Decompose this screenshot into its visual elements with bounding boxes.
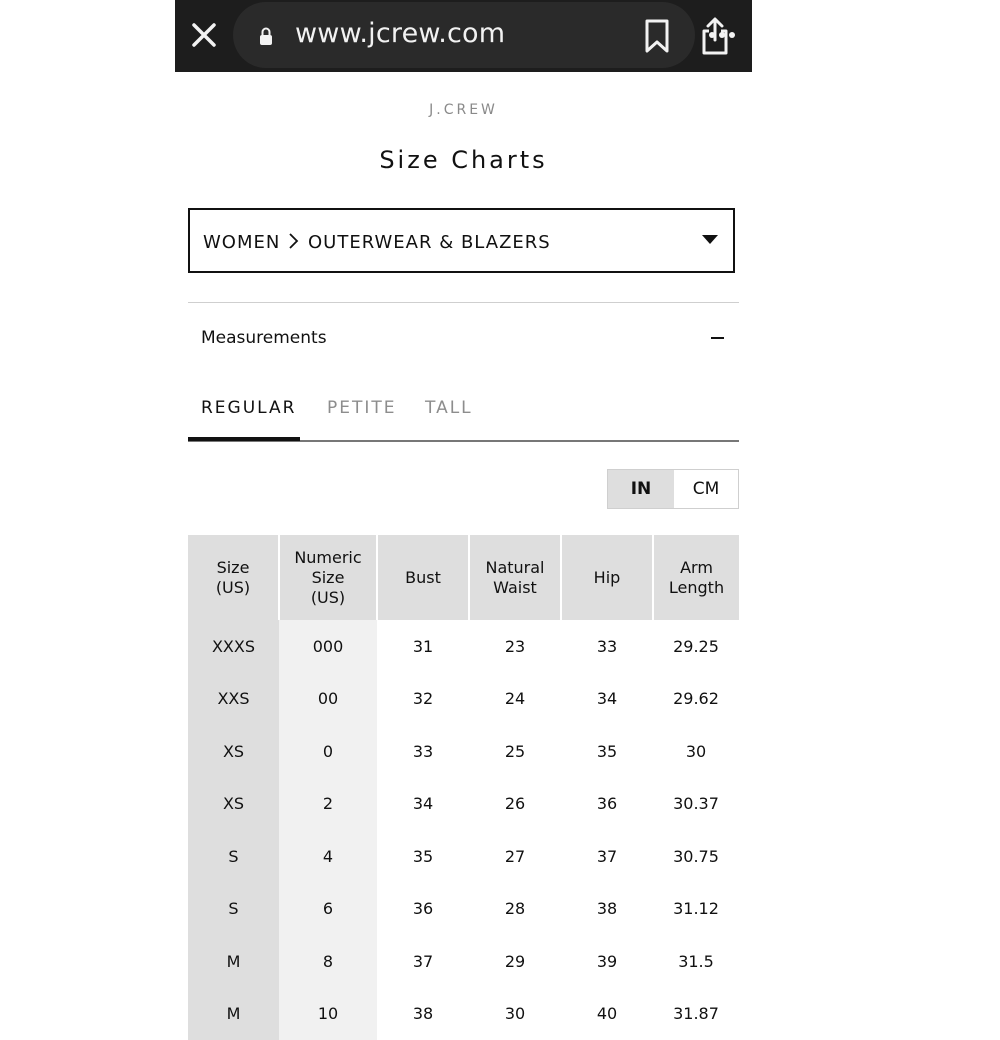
cell-numeric-size: 8 (279, 935, 377, 988)
category-dropdown[interactable] (188, 208, 735, 273)
lock-icon (259, 26, 273, 46)
cell-natural-waist: 26 (469, 778, 561, 831)
header-label: Arm Length (669, 558, 724, 597)
header-numeric-size (279, 535, 377, 620)
cell-arm-length: 29.25 (653, 620, 739, 673)
cell-bust: 33 (377, 725, 469, 778)
header-natural-waist (469, 535, 561, 620)
cell-natural-waist: 30 (469, 988, 561, 1040)
cell-natural-waist: 27 (469, 830, 561, 883)
caret-down-icon (702, 235, 718, 244)
table-row (188, 883, 739, 936)
table-row (188, 935, 739, 988)
measurements-accordion[interactable] (188, 318, 739, 358)
table-row (188, 673, 739, 726)
cell-natural-waist: 28 (469, 883, 561, 936)
cell-arm-length: 31.87 (653, 988, 739, 1040)
category-level-1: WOMEN (203, 232, 280, 253)
cell-bust: 36 (377, 883, 469, 936)
cell-bust: 32 (377, 673, 469, 726)
header-arm-length (653, 535, 739, 620)
more-icon[interactable] (707, 24, 737, 46)
cell-hip: 39 (561, 935, 653, 988)
measurements-label: Measurements (201, 328, 327, 348)
cell-numeric-size: 00 (279, 673, 377, 726)
cell-natural-waist: 29 (469, 935, 561, 988)
cell-hip: 40 (561, 988, 653, 1040)
cell-bust: 38 (377, 988, 469, 1040)
cell-arm-length: 30 (653, 725, 739, 778)
table-row (188, 988, 739, 1040)
table-row (188, 620, 739, 673)
header-label: Size (US) (216, 558, 250, 597)
cell-size: S (188, 883, 279, 936)
table-row (188, 725, 739, 778)
unit-toggle (607, 469, 739, 509)
cell-numeric-size: 0 (279, 725, 377, 778)
cell-arm-length: 29.62 (653, 673, 739, 726)
bookmark-icon[interactable] (643, 18, 671, 54)
unit-cm-button[interactable]: CM (674, 470, 738, 508)
cell-hip: 33 (561, 620, 653, 673)
cell-size: XS (188, 778, 279, 831)
cell-numeric-size: 6 (279, 883, 377, 936)
cell-size: M (188, 935, 279, 988)
cell-bust: 35 (377, 830, 469, 883)
fit-tabs (188, 390, 739, 442)
table-header-row (188, 535, 739, 620)
cell-hip: 36 (561, 778, 653, 831)
divider (188, 302, 739, 303)
cell-hip: 38 (561, 883, 653, 936)
header-label: Numeric Size (US) (294, 548, 361, 607)
address-bar[interactable] (233, 2, 695, 68)
close-icon[interactable] (189, 20, 219, 50)
cell-bust: 34 (377, 778, 469, 831)
active-tab-indicator (188, 437, 300, 441)
cell-numeric-size: 000 (279, 620, 377, 673)
cell-numeric-size: 2 (279, 778, 377, 831)
cell-numeric-size: 4 (279, 830, 377, 883)
header-hip (561, 535, 653, 620)
header-label: Hip (594, 568, 621, 587)
tab-petite[interactable]: PETITE (327, 398, 397, 418)
header-label: Natural Waist (485, 558, 544, 597)
table-row (188, 830, 739, 883)
cell-numeric-size: 10 (279, 988, 377, 1040)
size-chart-table (188, 535, 739, 1040)
minus-icon[interactable] (711, 337, 724, 339)
cell-hip: 34 (561, 673, 653, 726)
cell-arm-length: 31.12 (653, 883, 739, 936)
chevron-right-icon (287, 232, 299, 250)
tab-tall[interactable]: TALL (425, 398, 473, 418)
unit-in-button[interactable]: IN (608, 470, 674, 508)
cell-hip: 37 (561, 830, 653, 883)
cell-bust: 31 (377, 620, 469, 673)
category-level-2: OUTERWEAR & BLAZERS (308, 232, 551, 253)
tab-regular[interactable]: REGULAR (201, 398, 296, 418)
cell-hip: 35 (561, 725, 653, 778)
cell-size: M (188, 988, 279, 1040)
cell-natural-waist: 25 (469, 725, 561, 778)
page-title: Size Charts (175, 146, 752, 174)
cell-arm-length: 30.75 (653, 830, 739, 883)
cell-size: S (188, 830, 279, 883)
cell-natural-waist: 24 (469, 673, 561, 726)
cell-size: XS (188, 725, 279, 778)
cell-bust: 37 (377, 935, 469, 988)
cell-arm-length: 30.37 (653, 778, 739, 831)
browser-toolbar (175, 0, 752, 72)
brand-logo[interactable]: J.CREW (175, 102, 752, 118)
cell-size: XXXS (188, 620, 279, 673)
cell-arm-length: 31.5 (653, 935, 739, 988)
cell-natural-waist: 23 (469, 620, 561, 673)
header-size (188, 535, 279, 620)
header-bust (377, 535, 469, 620)
mobile-page (175, 0, 752, 1000)
url-text: www.jcrew.com (295, 18, 505, 49)
header-label: Bust (405, 568, 441, 587)
cell-size: XXS (188, 673, 279, 726)
table-row (188, 778, 739, 831)
